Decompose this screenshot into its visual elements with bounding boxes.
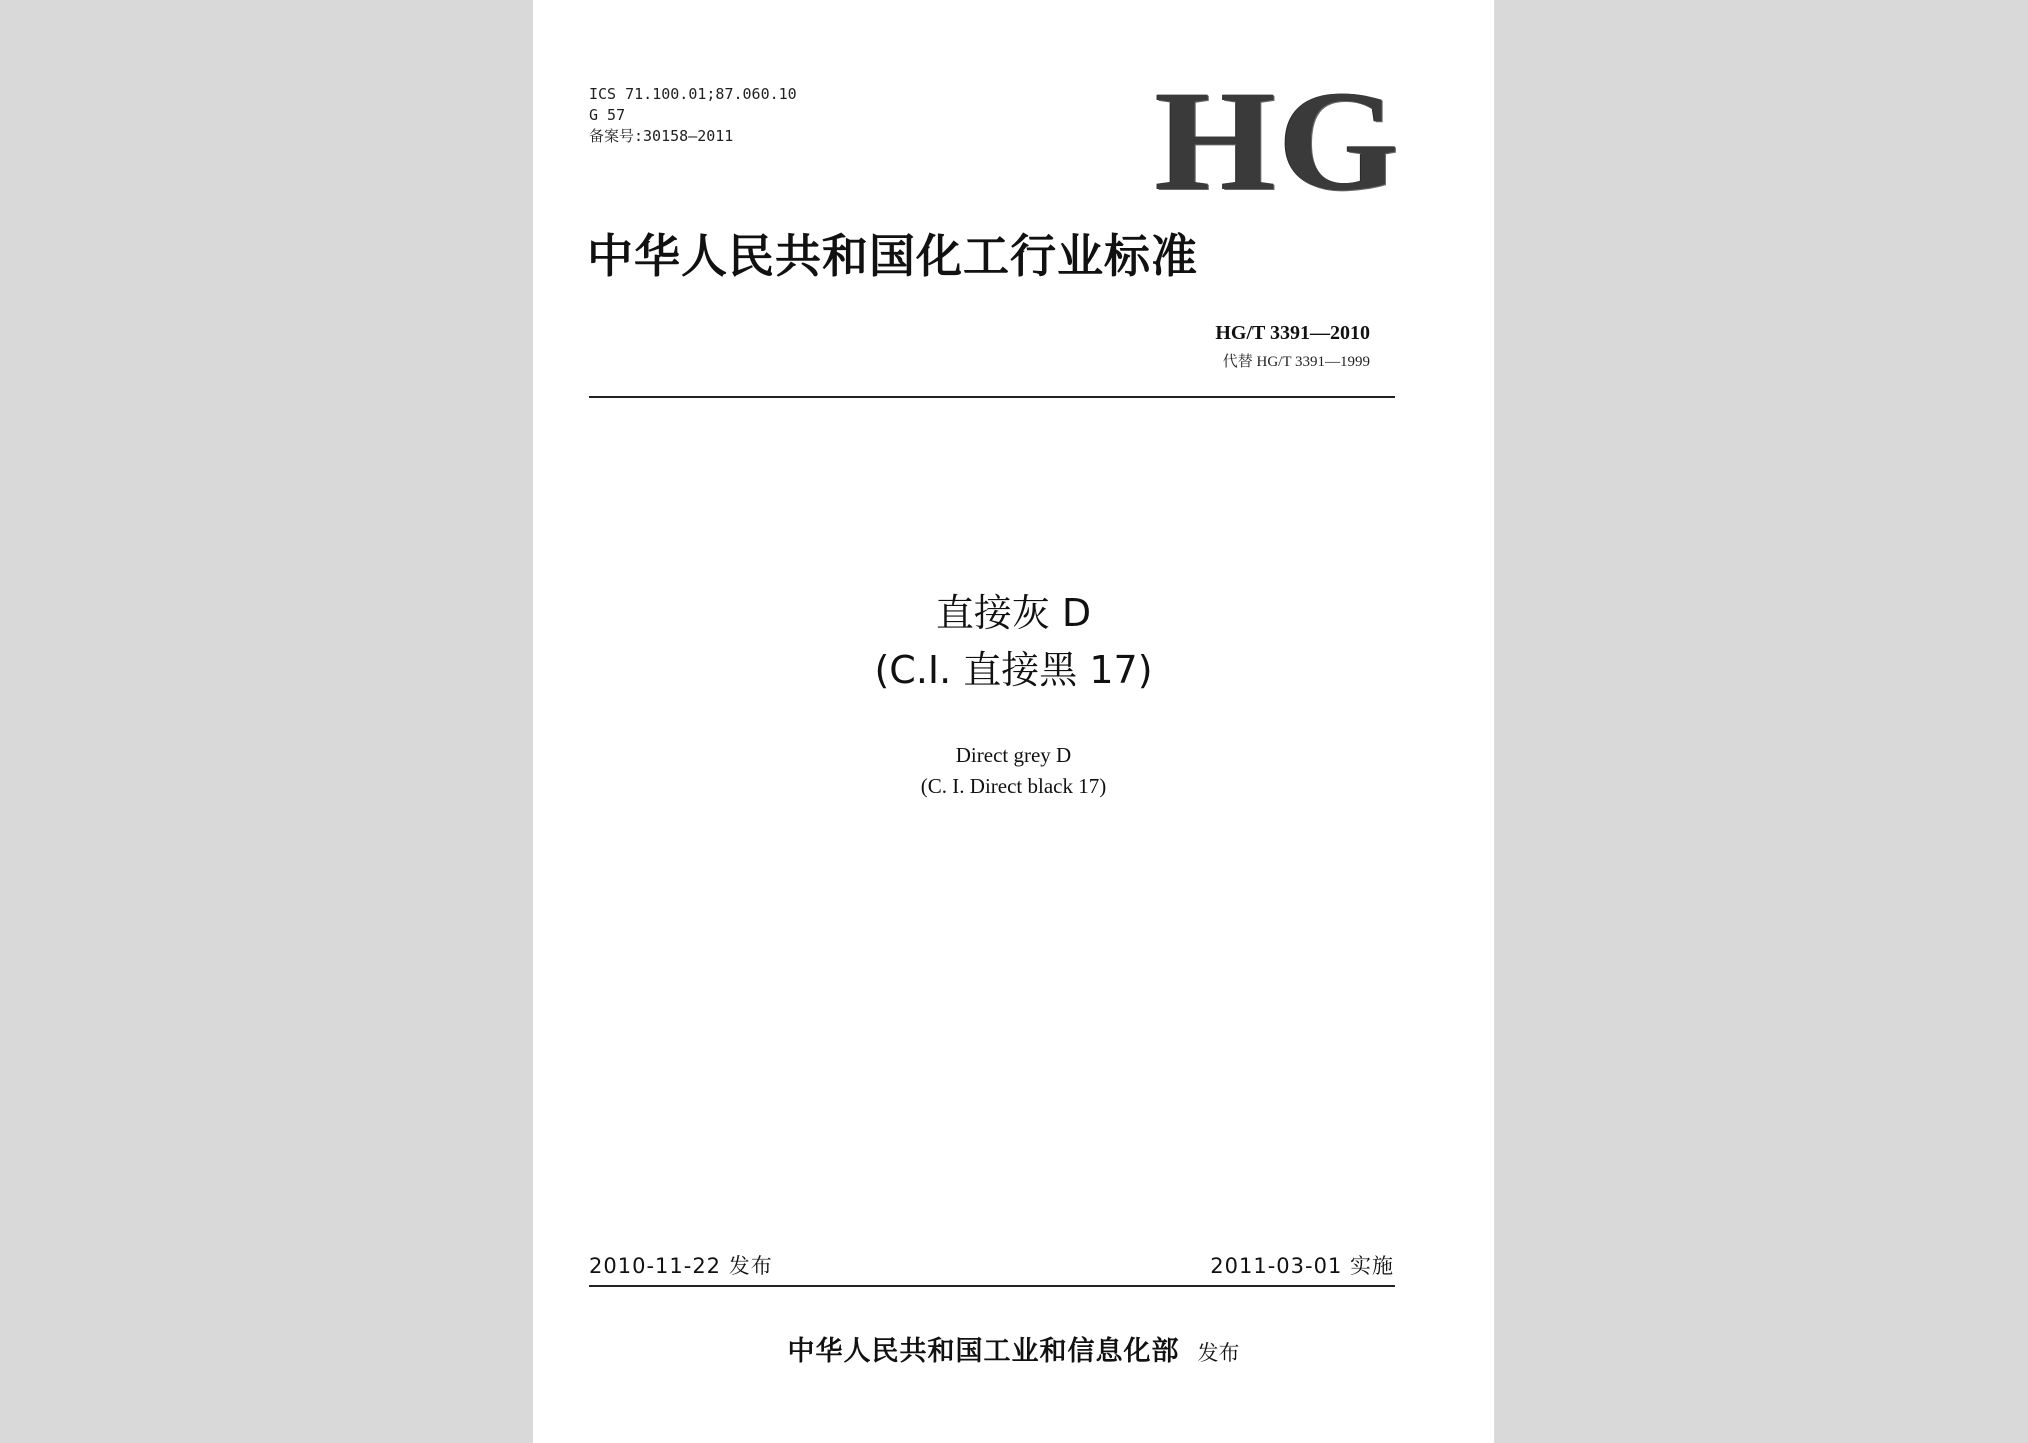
product-name-cn: 直接灰 D [935, 591, 1092, 635]
issuer-action: 发布 [1197, 1341, 1240, 1365]
document-page [533, 0, 1494, 1443]
record-number: 备案号:30158—2011 [589, 127, 734, 145]
product-ci-name-en: (C. I. Direct black 17) [920, 774, 1107, 798]
standard-title: 中华人民共和国化工行业标准 [587, 229, 1198, 283]
hg-logo: HG [1155, 62, 1402, 221]
standard-number [1215, 320, 1370, 346]
footer-divider [589, 1285, 1395, 1287]
replaces-standard: 代替 HG/T 3391—1999 [1222, 354, 1370, 370]
ics-code: ICS 71.100.01;87.060.10 [589, 85, 797, 103]
header-divider [589, 396, 1395, 398]
issue-date: 2010-11-22 发布 [589, 1254, 773, 1278]
issuing-authority [533, 1334, 1494, 1371]
implementation-date: 2011-03-01 实施 [1210, 1254, 1394, 1278]
ccs-code: G 57 [589, 106, 626, 124]
issuer-organization: 中华人民共和国工业和信息化部 [787, 1336, 1180, 1367]
product-name-en: Direct grey D [955, 743, 1072, 767]
product-ci-name-cn: (C.I. 直接黑 17) [874, 648, 1153, 692]
standard-number-text: HG/T 3391—2010 [1215, 322, 1370, 344]
classification-codes [589, 84, 797, 147]
